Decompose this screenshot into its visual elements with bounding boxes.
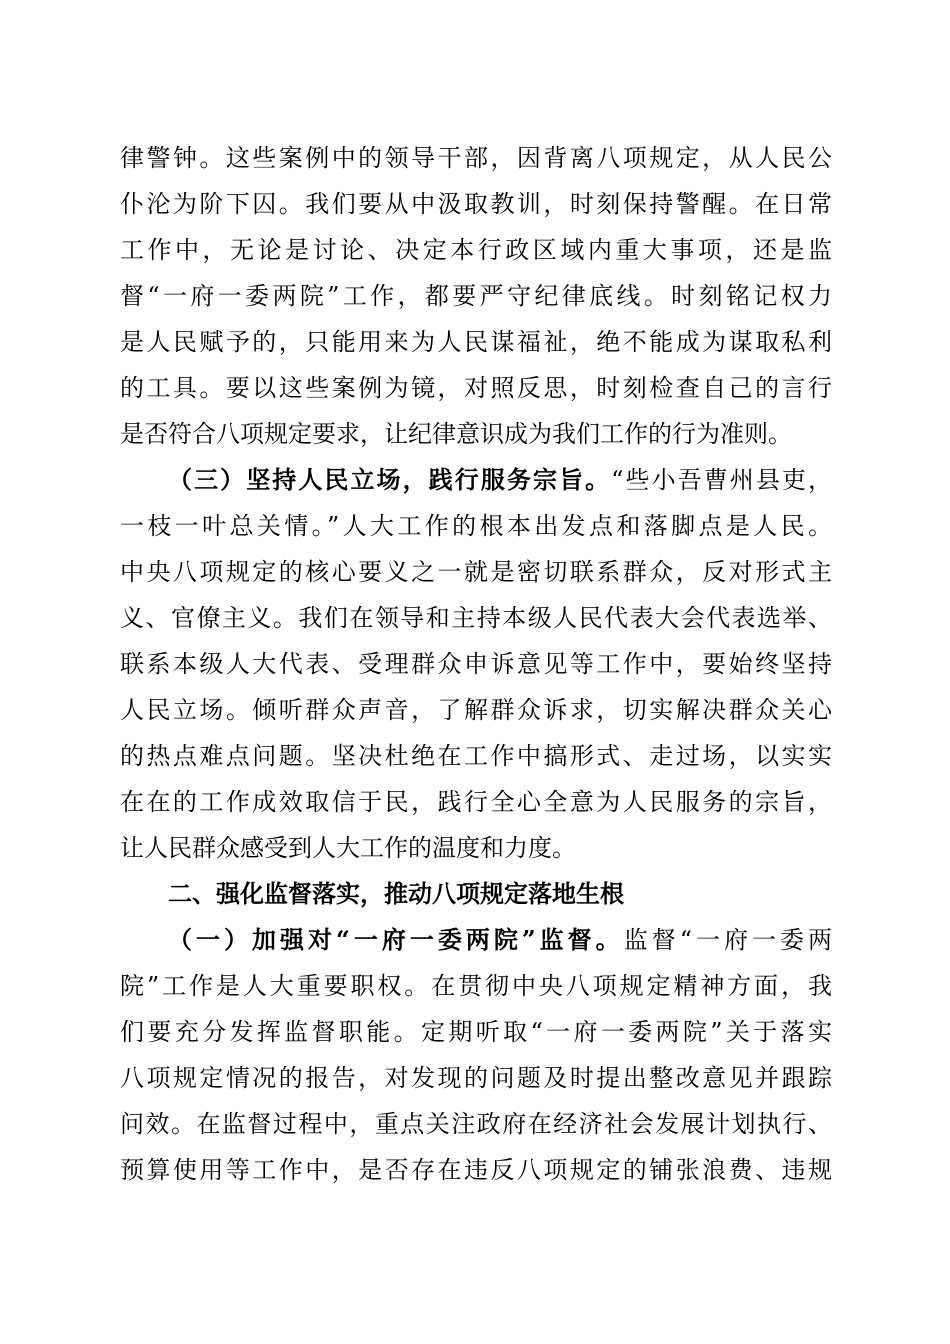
- paragraph-text: 监督“一府一委两: [623, 926, 832, 954]
- paragraph-line: 是人民赋予的，只能用来为人民谋福祉，绝不能成为谋取私利: [120, 328, 832, 356]
- paragraph-line: 律警钟。这些案例中的领导干部，因背离八项规定，从人民公: [120, 144, 832, 172]
- paragraph-line: 让人民群众感受到人大工作的温度和力度。: [120, 834, 576, 862]
- paragraph-line: 的工具。要以这些案例为镜，对照反思，时刻检查自己的言行: [120, 374, 832, 402]
- section-heading: 二、强化监督落实，推动八项规定落地生根: [168, 880, 624, 908]
- paragraph-line: 督“一府一委两院”工作，都要严守纪律底线。时刻铭记权力: [120, 282, 832, 310]
- paragraph-line: 义、官僚主义。我们在领导和主持本级人民代表大会代表选举、: [120, 604, 832, 632]
- subheading-yi: （一）加强对“一府一委两院”监督。: [168, 925, 624, 954]
- paragraph-text: “些小吾曹州县吏，: [611, 466, 832, 494]
- paragraph-line: 在在的工作成效取信于民，践行全心全意为人民服务的宗旨，: [120, 788, 832, 816]
- paragraph-line: 仆沦为阶下囚。我们要从中汲取教训，时刻保持警醒。在日常: [120, 190, 832, 218]
- paragraph-line: 院”工作是人大重要职权。在贯彻中央八项规定精神方面，我: [120, 972, 832, 1000]
- paragraph-line: 人民立场。倾听群众声音，了解群众诉求，切实解决群众关心: [120, 696, 832, 724]
- paragraph-line: 工作中，无论是讨论、决定本行政区域内重大事项，还是监: [120, 236, 832, 264]
- paragraph-first-line: [168, 460, 832, 500]
- paragraph-line: 问效。在监督过程中，重点关注政府在经济社会发展计划执行、: [120, 1110, 832, 1138]
- paragraph-line: 一枝一叶总关情。”人大工作的根本出发点和落脚点是人民。: [120, 512, 832, 540]
- paragraph-line: 预算使用等工作中，是否存在违反八项规定的铺张浪费、违规: [120, 1156, 832, 1184]
- subheading-san: （三）坚持人民立场，践行服务宗旨。: [168, 465, 612, 494]
- paragraph-first-line: [168, 920, 832, 960]
- paragraph-line: 中央八项规定的核心要义之一就是密切联系群众，反对形式主: [120, 558, 832, 586]
- paragraph-line: 们要充分发挥监督职能。定期听取“一府一委两院”关于落实: [120, 1018, 832, 1046]
- paragraph-line: 八项规定情况的报告，对发现的问题及时提出整改意见并跟踪: [120, 1064, 832, 1092]
- paragraph-line: 是否符合八项规定要求，让纪律意识成为我们工作的行为准则。: [120, 420, 792, 448]
- paragraph-line: 联系本级人大代表、受理群众申诉意见等工作中，要始终坚持: [120, 650, 832, 678]
- paragraph-line: 的热点难点问题。坚决杜绝在工作中搞形式、走过场，以实实: [120, 742, 832, 770]
